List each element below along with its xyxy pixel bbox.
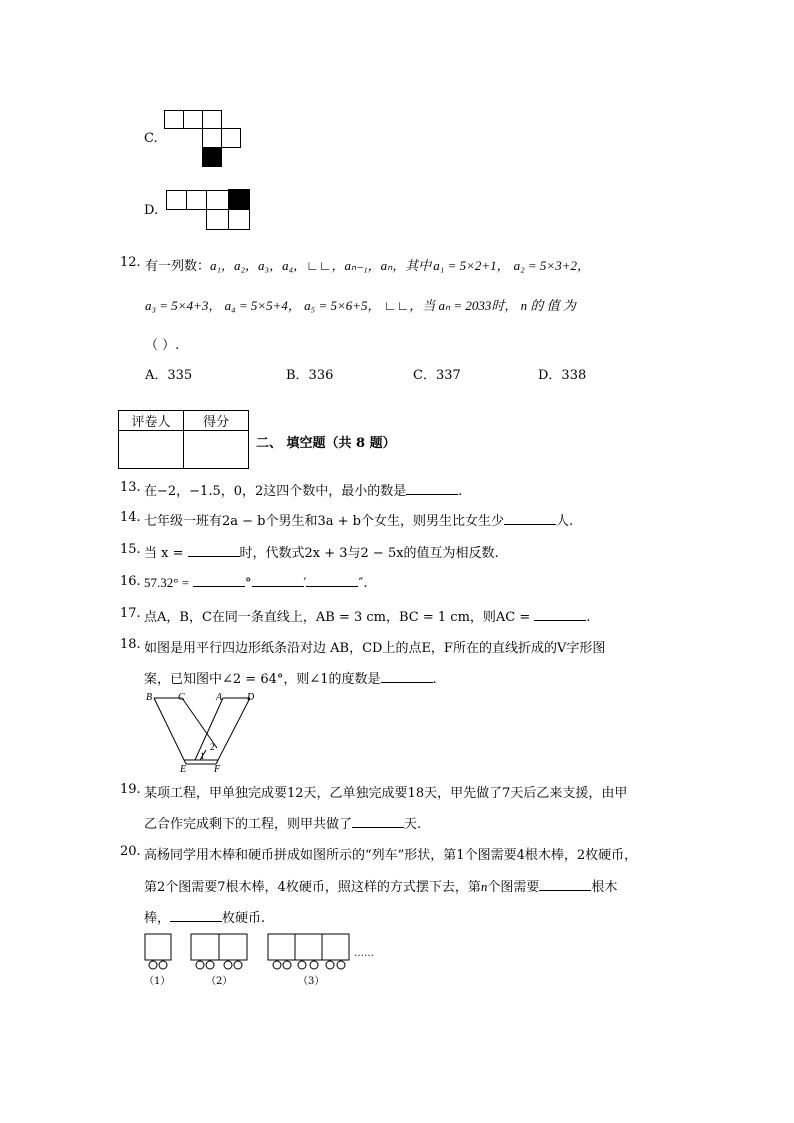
- coin: [224, 961, 232, 969]
- q12-choice-b: B．336: [286, 368, 334, 383]
- grid-cell: [183, 110, 203, 129]
- score-table-score-cell[interactable]: [184, 431, 249, 469]
- coin: [149, 961, 157, 969]
- train-car: [295, 934, 322, 960]
- q20-line2-n: n: [480, 879, 488, 894]
- q12-line1: [145, 255, 590, 274]
- grid-cell: [202, 128, 222, 148]
- q17-tail: .: [586, 610, 591, 625]
- q18-tail: .: [432, 672, 437, 687]
- q18-answer-blank[interactable]: [381, 670, 433, 683]
- grid-cell-shaded: [202, 147, 222, 167]
- q17-line: [144, 606, 590, 625]
- q16-sec-mark: ″.: [358, 576, 368, 591]
- q14-text: 七年级一班有2a − b个男生和3a + b个女生，则男生比女生少: [144, 514, 505, 529]
- q19-number: 19.: [120, 782, 141, 797]
- grid-cell: [206, 190, 229, 210]
- q17-text: 点A，B，C在同一条直线上，AB = 3 cm，BC = 1 cm，则AC =: [144, 610, 531, 625]
- section-title: 二、 填空题（共 8 题）: [256, 436, 396, 451]
- coin: [196, 961, 204, 969]
- coin: [337, 961, 345, 969]
- coin: [298, 961, 306, 969]
- q12-choice-c: C．337: [413, 368, 461, 383]
- q15-number: 15.: [120, 542, 141, 557]
- q13-answer-blank[interactable]: [406, 482, 458, 495]
- q15-line: [144, 542, 499, 561]
- fig-label-c: C: [178, 692, 185, 703]
- q16-line: [144, 574, 367, 591]
- grid-cell: [164, 110, 184, 129]
- coin: [206, 961, 214, 969]
- q16-prefix: 57.32° =: [144, 575, 190, 590]
- grid-cell: [221, 128, 241, 148]
- train-car: [322, 934, 349, 960]
- q17-number: 17.: [120, 606, 141, 621]
- q20-line1: 高杨同学用木棒和硬币拼成如图所示的“列车”形状，第1个图需要4根木棒，2枚硬币，: [144, 848, 638, 863]
- q12-line3: （ ）.: [145, 338, 180, 353]
- q18-line2: [144, 668, 437, 687]
- q14-number: 14.: [120, 510, 141, 525]
- coin: [283, 961, 291, 969]
- q18-v-shape-figure: [140, 688, 270, 774]
- q20-line3-a: 棒，: [144, 911, 171, 926]
- q20-sticks-blank[interactable]: [539, 878, 591, 891]
- q18-line2-text: 案，已知图中∠2 = 64°，则∠1的度数是: [144, 672, 381, 687]
- q12-a1: a₁ = 5×2+1，: [433, 258, 510, 273]
- coin: [159, 961, 167, 969]
- q16-deg-mark: °: [245, 576, 252, 591]
- q12-choice-d: D．338: [538, 368, 587, 383]
- q18-line1: 如图是用平行四边形纸条沿对边 AB，CD上的点E，F所在的直线折成的V字形图: [144, 641, 606, 656]
- q12-seq: a₁，a₂，a₃，a₄，∟∟，aₙ₋₁，aₙ，其中: [210, 258, 432, 273]
- score-table-score-header: 得分: [184, 411, 249, 431]
- q19-line2-text: 乙合作完成剩下的工程，则甲共做了: [144, 817, 353, 832]
- q17-answer-blank[interactable]: [534, 608, 586, 621]
- fig-label-b: B: [146, 692, 153, 703]
- q19-tail: 天.: [404, 817, 422, 832]
- q20-train-figure: [140, 928, 400, 992]
- fig-label-f: F: [214, 764, 221, 774]
- q13-tail: .: [458, 484, 463, 499]
- q19-answer-blank[interactable]: [352, 815, 404, 828]
- q16-minutes-blank[interactable]: [252, 574, 304, 587]
- fig-caption-1: （1）: [144, 976, 171, 987]
- q15-prefix: 当 x =: [144, 546, 184, 561]
- grid-cell-shaded: [228, 189, 250, 210]
- q20-line3-b: 枚硬币.: [222, 911, 266, 926]
- q20-line3: [144, 907, 265, 926]
- q12-line2: a₃ = 5×4+3， a₄ = 5×5+4， a₅ = 5×6+5， ∟∟，当 aₙ = 2033时， n 的 值 为: [145, 298, 576, 313]
- grid-cell: [186, 190, 207, 210]
- fig-caption-2: （2）: [206, 976, 233, 987]
- q14-tail: 人.: [556, 514, 574, 529]
- fig-label-d: D: [247, 692, 255, 703]
- q13-number: 13.: [120, 480, 141, 495]
- fig-label-e: E: [180, 764, 187, 774]
- q20-line2-d: 根木: [591, 880, 618, 895]
- fig-angle-2: 2: [210, 742, 215, 752]
- q13-text: 在−2，−1.5，0，2这四个数中，最小的数是: [144, 484, 407, 499]
- q15-answer-blank[interactable]: [188, 544, 240, 557]
- q20-line2-a: 第2个图需要7根木棒，4枚硬币，照这样的方式摆下去，第: [144, 880, 481, 895]
- train-car: [145, 934, 171, 960]
- q19-line1: 某项工程，甲单独完成要12天，乙单独完成要18天，甲先做了7天后乙来支援，由甲: [144, 786, 628, 801]
- figure-line: [216, 698, 250, 764]
- q12-a2: a₂ = 5×3+2，: [513, 258, 590, 273]
- fig-label-a: A: [216, 692, 223, 703]
- train-car: [191, 934, 219, 960]
- q20-coins-blank[interactable]: [170, 909, 222, 922]
- q15-text: 时，代数式2x + 3与2 − 5x的值互为相反数.: [239, 546, 499, 561]
- q16-number: 16.: [120, 574, 141, 589]
- score-table: [118, 410, 249, 469]
- score-table-grader-header: 评卷人: [119, 411, 184, 431]
- grid-cell: [166, 190, 187, 210]
- fig-angle-1: 1: [200, 751, 205, 761]
- grid-cell: [202, 110, 222, 129]
- coin: [310, 961, 318, 969]
- q12-prefix: 有一列数：: [145, 259, 211, 274]
- q20-line2: [144, 876, 617, 895]
- coin: [234, 961, 242, 969]
- score-table-grader-cell[interactable]: [119, 431, 184, 469]
- grid-cell: [228, 209, 250, 230]
- q12-number: 12.: [120, 255, 141, 270]
- fig-ellipsis: ……: [354, 948, 374, 959]
- coin: [326, 961, 334, 969]
- q20-number: 20.: [120, 844, 141, 859]
- option-d-label: D.: [144, 203, 159, 218]
- q14-answer-blank[interactable]: [504, 512, 556, 525]
- option-c-label: C.: [144, 131, 158, 146]
- q18-number: 18.: [120, 637, 141, 652]
- q12-choice-a: A．335: [145, 368, 193, 383]
- grid-cell: [206, 209, 229, 230]
- figure-line: [154, 698, 186, 764]
- q14-line: [144, 510, 573, 529]
- q16-min-mark: ′: [303, 576, 307, 591]
- coin: [273, 961, 281, 969]
- train-car: [219, 934, 247, 960]
- q16-degrees-blank[interactable]: [193, 574, 245, 587]
- q13-line: [144, 480, 462, 499]
- fig-caption-3: （3）: [298, 976, 325, 987]
- q20-line2-c: 个图需要: [487, 880, 540, 895]
- train-car: [268, 934, 295, 960]
- q19-line2: [144, 813, 421, 832]
- q16-seconds-blank[interactable]: [306, 574, 358, 587]
